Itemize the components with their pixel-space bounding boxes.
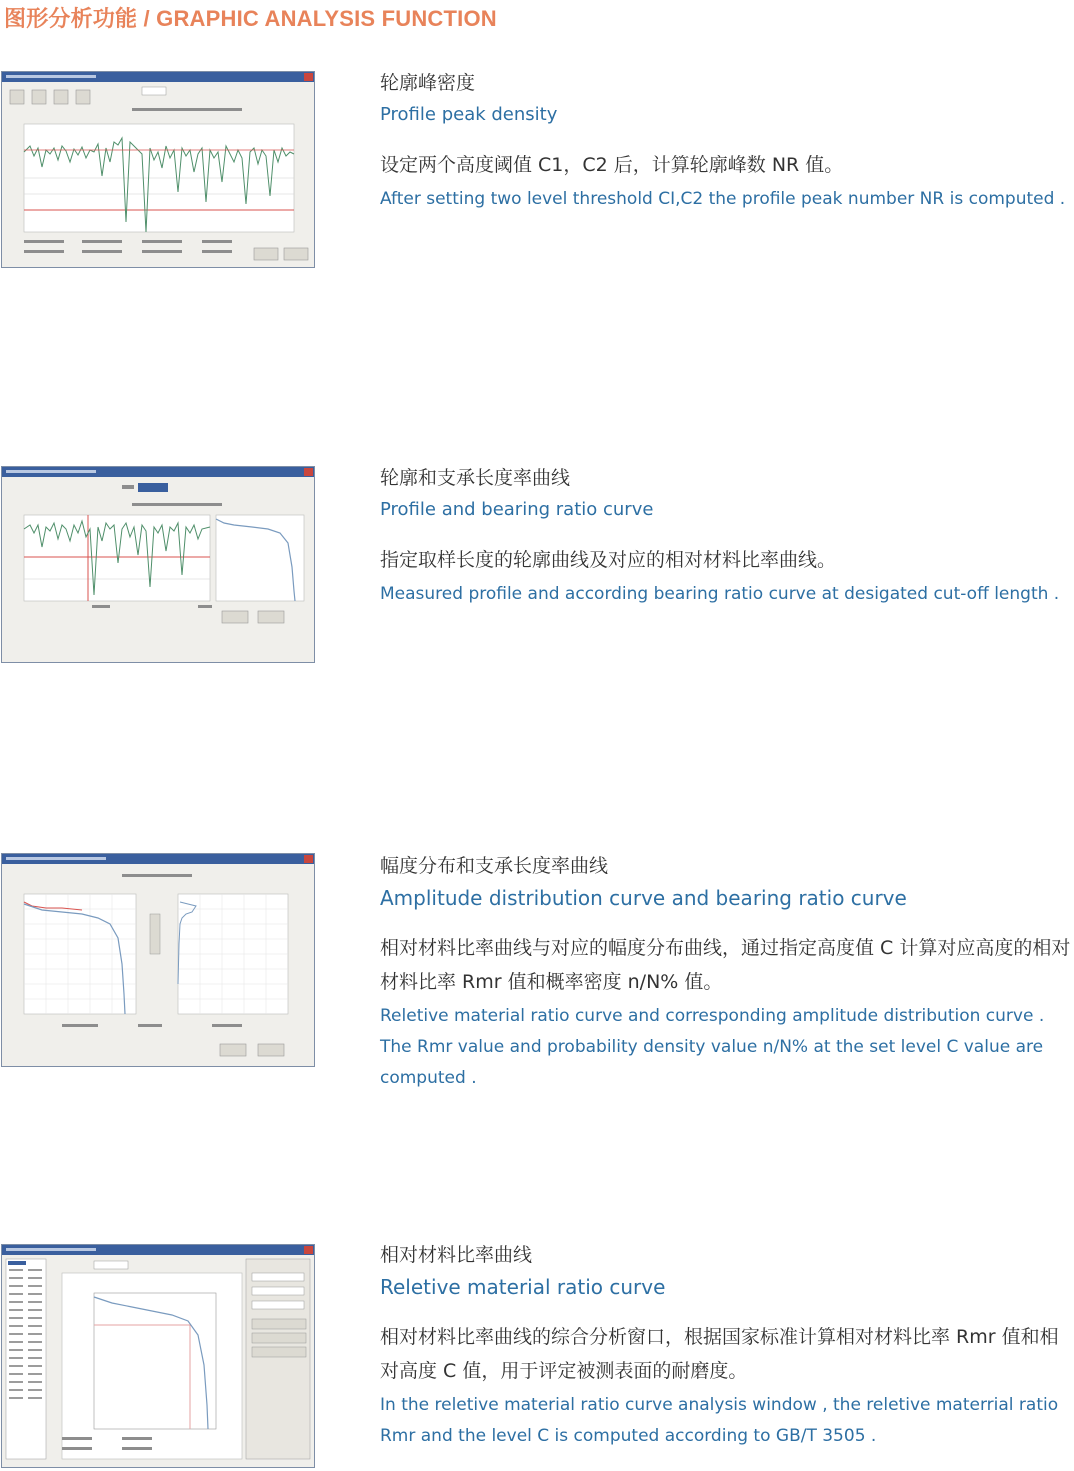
section-body-en: Measured profile and according bearing ratio curve at desigated cut-off length . (380, 584, 1060, 604)
section-body-cn: 指定取样长度的轮廓曲线及对应的相对材料比率曲线。 (380, 549, 837, 571)
section-text (380, 1242, 1074, 1452)
screenshot-profile-peak-density (1, 71, 315, 268)
screenshot-profile-bearing-ratio (1, 466, 315, 663)
section-body-en: After setting two level threshold CI,C2 the profile peak number NR is computed . (380, 189, 1066, 209)
section-text (380, 465, 1074, 610)
screenshot-relative-material-ratio (1, 1244, 315, 1468)
window-close-icon (304, 73, 313, 81)
section-body-cn: 相对材料比率曲线与对应的幅度分布曲线，通过指定高度值 C 计算对应高度的相对材料比率 Rmr 值和概率密度 n/N% 值。 (380, 937, 1071, 993)
section-title-en: Amplitude distribution curve and bearing ratio curve (380, 886, 907, 910)
section-title-cn: 幅度分布和支承长度率曲线 (380, 855, 609, 877)
page-title: 图形分析功能 / GRAPHIC ANALYSIS FUNCTION (4, 6, 497, 31)
section-text (380, 70, 1074, 215)
section-body-en: In the reletive material ratio curve analysis window , the reletive materrial ratio Rmr and the level C is computed according to GB/T 3505 . (380, 1395, 1059, 1446)
section-title-en: Reletive material ratio curve (380, 1275, 666, 1299)
section-title-cn: 轮廓和支承长度率曲线 (380, 467, 571, 489)
section-body-cn: 相对材料比率曲线的综合分析窗口，根据国家标准计算相对材料比率 Rmr 值和相对高度 C 值，用于评定被测表面的耐磨度。 (380, 1326, 1059, 1382)
screenshot-amplitude-distribution (1, 853, 315, 1067)
section-title-cn: 相对材料比率曲线 (380, 1244, 533, 1266)
section-title-en: Profile and bearing ratio curve (380, 499, 654, 520)
section-body-cn: 设定两个高度阈值 C1，C2 后，计算轮廓峰数 NR 值。 (380, 154, 844, 176)
section-body-en: Reletive material ratio curve and corresponding amplitude distribution curve . The Rmr value and probability density value n/N% at the set level C value are computed . (380, 1006, 1045, 1088)
section-text (380, 853, 1074, 1094)
section-title-cn: 轮廓峰密度 (380, 72, 476, 94)
section-title-en: Profile peak density (380, 104, 558, 125)
